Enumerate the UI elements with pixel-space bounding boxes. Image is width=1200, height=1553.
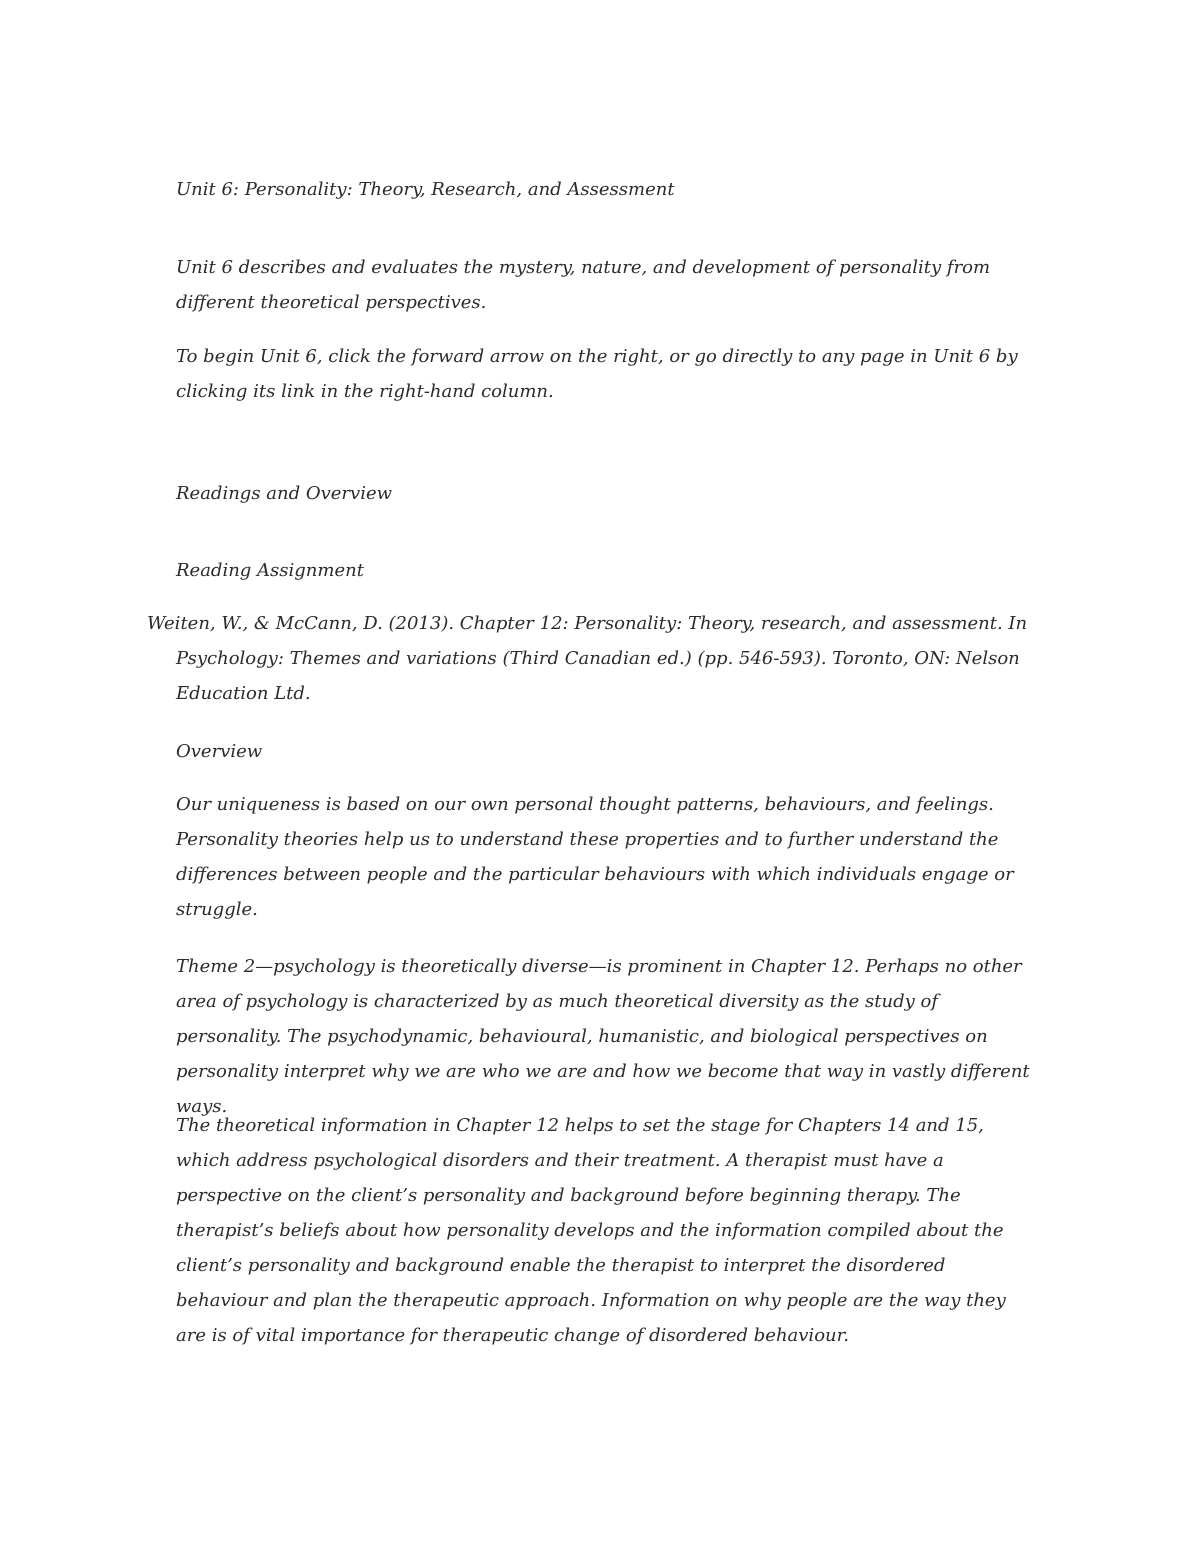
overview-paragraph-theme-2: Theme 2—psychology is theoretically diverse—is prominent in Chapter 12. Perhaps no other area of psychology is characterized by as much theoretical diversity as the study of personality. The psychodynamic, behavioural, humanistic, and biological perspectives on personality interpret why we are who we are and how we become that way in vastly different ways. bbox=[176, 956, 1030, 1117]
overview-heading: Overview bbox=[176, 741, 263, 762]
reading-assignment-heading: Reading Assignment bbox=[176, 560, 364, 581]
unit-title: Unit 6: Personality: Theory, Research, and Assessment bbox=[176, 179, 675, 200]
section-heading-readings-overview: Readings and Overview bbox=[176, 483, 393, 504]
overview-paragraph-uniqueness: Our uniqueness is based on our own personal thought patterns, behaviours, and feelings. Personality theories help us to understand these properties and to further understand the differences between people and the particular behaviours with which individuals engage or struggle. bbox=[176, 794, 1014, 920]
reading-citation: Weiten, W., & McCann, D. (2013). Chapter 12: Personality: Theory, research, and assessment. In Psychology: Themes and variations (Third Canadian ed.) (pp. 546-593). Toronto, ON: Nelson Education Ltd. bbox=[147, 613, 1028, 704]
intro-paragraph-navigation: To begin Unit 6, click the forward arrow on the right, or go directly to any page in Unit 6 by clicking its link in the right-hand column. bbox=[176, 346, 1018, 402]
intro-paragraph-description: Unit 6 describes and evaluates the mystery, nature, and development of personality from different theoretical perspectives. bbox=[176, 257, 991, 313]
overview-paragraph-therapy: The theoretical information in Chapter 12 helps to set the stage for Chapters 14 and 15, which address psychological disorders and their treatment. A therapist must have a perspective on the client’s personality and background before beginning therapy. The therapist’s beliefs about how personality develops and the information compiled about the client’s personality and background enable the therapist to interpret the disordered behaviour and plan the therapeutic approach. Information on why people are the way they are is of vital importance for therapeutic change of disordered behaviour. bbox=[176, 1115, 1006, 1346]
